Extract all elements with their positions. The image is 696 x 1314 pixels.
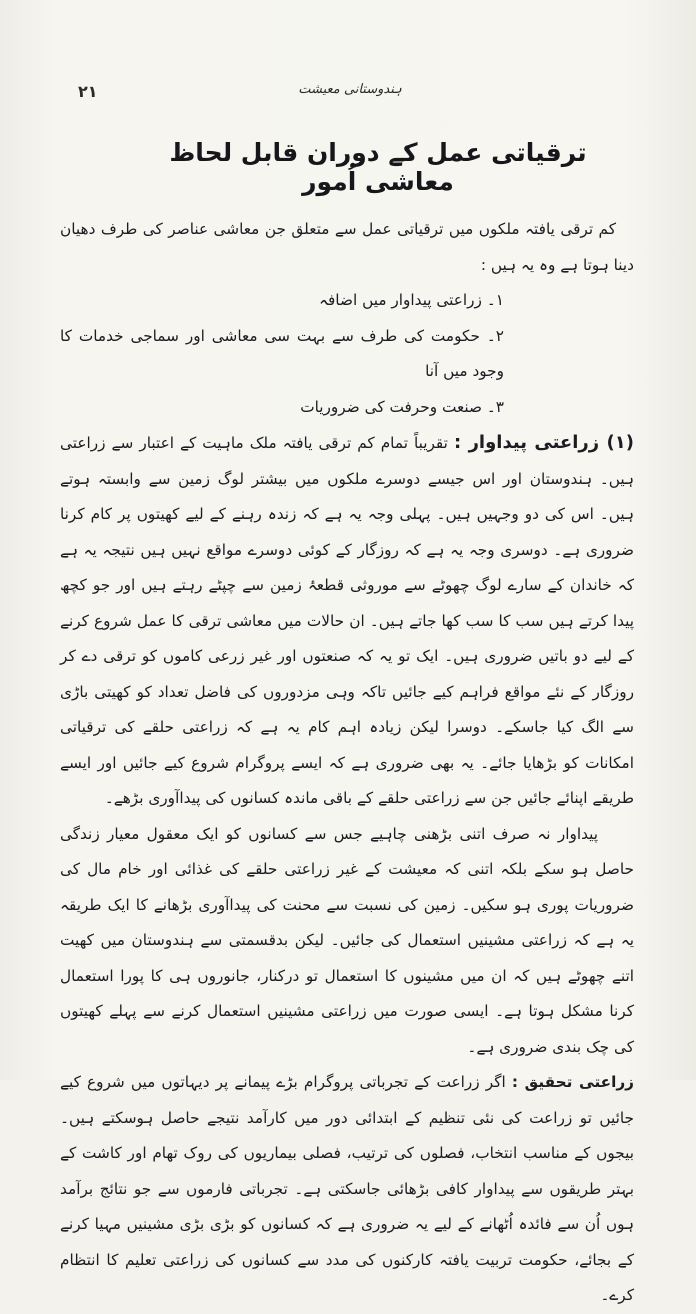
running-title: ہندوستانی معیشت	[298, 82, 402, 97]
running-header	[0, 78, 696, 104]
section-agricultural-research	[60, 1065, 634, 1314]
paragraph: پیداوار نہ صرف اتنی بڑھنی چاہیے جس سے کسانوں کو ایک معقول معیار زندگی حاصل ہو سکے بلکہ اتنی کہ معیشت کے غیر زراعتی حلقے کی غذائی اور خام مال کی ضروریات پوری ہو سکیں۔ زمین کی نسبت سے محنت کی پیداآوری بڑھانے کا ایک طریقہ یہ ہے کہ زراعتی مشینیں استعمال کی جائیں۔ لیکن بدقسمتی سے ہندوستان میں کھیت اتنے چھوٹے ہیں کہ ان میں مشینوں کا استعمال تو درکنار، جانوروں ہی کا پورا استعمال کرنا مشکل ہوتا ہے۔ ایسی صورت میں زراعتی مشینیں استعمال کرنے سے پہلے کھیتوں کی چک بندی ضروری ہے۔	[60, 824, 634, 1056]
section-label: (۱) زراعتی پیداوار :	[453, 432, 634, 453]
chapter-heading: ترقیاتی عمل کے دوران قابل لحاظ معاشی اُمور	[169, 138, 587, 196]
intro-paragraph: کم ترقی یافتہ ملکوں میں ترقیاتی عمل سے متعلق جن معاشی عناصر کی طرف دھیان دینا ہوتا ہے وہ یہ ہیں :	[60, 220, 634, 274]
section-agricultural-production	[60, 425, 634, 817]
list-item: ۲۔ حکومت کی طرف سے بہت سی معاشی اور سماجی خدمات کا وجود میں آنا	[60, 326, 504, 380]
section-text: تقریباً تمام کم ترقی یافتہ ملک ماہیت کے اعتبار سے زراعتی ہیں۔ ہندوستان اور اس جیسے دوسرے ملکوں میں بیشتر لوگ زمین سے وابستہ ہوتے ہیں۔ اس کی دو وجہیں ہیں۔ پہلی وجہ یہ ہے کہ زندہ رہنے کے لیے کھیتوں پر کام کرنا ضروری ہے۔ دوسری وجہ یہ ہے کہ روزگار کے کوئی دوسرے مواقع نہیں ہیں نتیجہ یہ ہے کہ خاندان کے سارے لوگ چھوٹے سے موروثی قطعۂ زمین سے چپٹے رہتے ہیں اور جو کچھ پیدا کرتے ہیں سب کا سب کھا جاتے ہیں۔ ان حالات میں معاشی ترقی کا عمل شروع کرنے کے لیے دو باتیں ضروری ہیں۔ ایک تو یہ کہ صنعتوں اور غیر زرعی کاموں کو ترقی دے کر روزگار کے نئے مواقع فراہم کیے جائیں تاکہ وہی مزدوروں کی فاضل تعداد کو کھیتی باڑی سے الگ کیا جاسکے۔ دوسرا لیکن زیادہ اہم کام یہ ہے کہ زراعتی حلقے کی ترقیاتی امکانات کو بڑھایا جائے۔ یہ بھی ضروری ہے کہ ایسے پروگرام شروع کیے جائیں اور ایسے طریقے اپنائے جائیں جن سے زراعتی حلقے کے باقی ماندہ کسانوں کی پیداآوری بڑھے۔	[60, 434, 634, 807]
page-number: ۲۱	[78, 82, 98, 101]
section-text: اگر زراعت کے تجرباتی پروگرام بڑے پیمانے پر دیہاتوں میں شروع کیے جائیں تو زراعت کی نئی تنظیم کے ابتدائی دور میں کارآمد نتیجے حاصل ہوسکتے ہیں۔ بیجوں کے مناسب انتخاب، فصلوں کی ترتیب، فصلی بیماریوں کی روک تھام اور کاشت کے بہتر طریقوں سے پیداوار کافی بڑھائی جاسکتی ہے۔ تجرباتی فارموں سے جو نتائج برآمد ہوں اُن سے فائدہ اُٹھانے کے لیے یہ ضروری ہے کہ کسانوں کو بڑی بڑی مشینیں مہیا کرنے کے بجائے، حکومت تربیت یافتہ کارکنوں کی مدد سے کسانوں کی زراعتی تعلیم کا انتظام کرے۔	[60, 1073, 634, 1304]
topics-list	[60, 283, 634, 425]
list-item: ۳۔ صنعت وحرفت کی ضروریات	[300, 397, 504, 416]
body-text	[60, 212, 634, 1314]
section-label: زراعتی تحقیق :	[511, 1073, 634, 1091]
list-item: ۱۔ زراعتی پیداوار میں اضافہ	[319, 291, 504, 309]
